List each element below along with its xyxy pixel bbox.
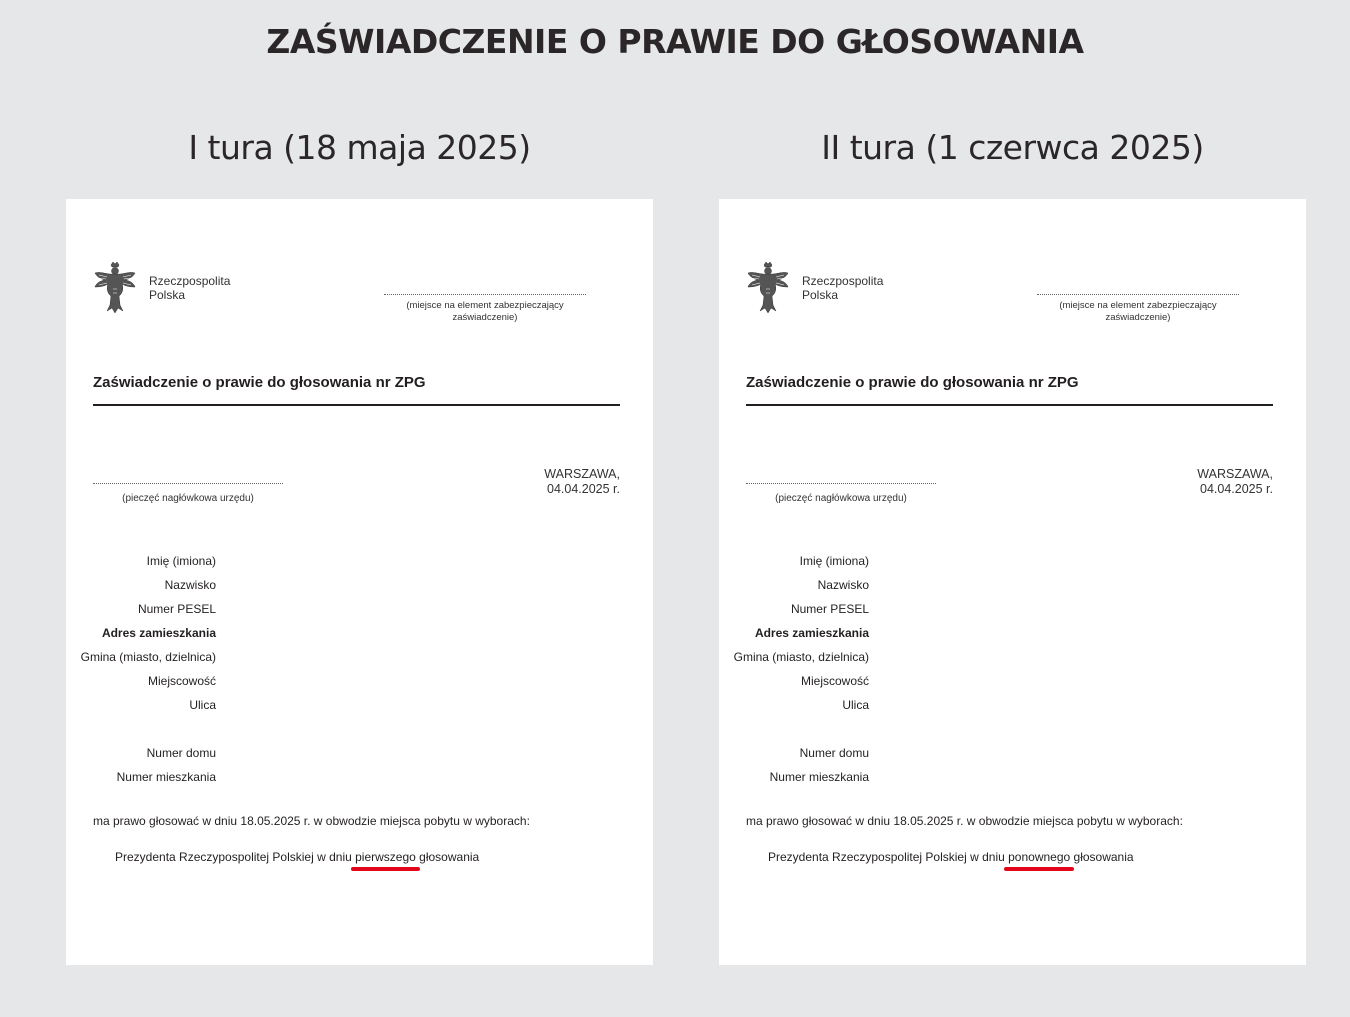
field-street: Ulica [842,698,869,712]
country-name: Rzeczpospolita Polska [802,274,884,302]
field-last-name: Nazwisko [164,578,216,592]
title-divider [746,404,1273,406]
round-keyword: pierwszego [355,850,416,864]
field-locality: Miejscowość [800,674,869,688]
polish-eagle-emblem-icon [746,261,790,315]
round-2-heading: II tura (1 czerwca 2025) [821,128,1204,167]
field-locality: Miejscowość [147,674,216,688]
field-apartment-number: Numer mieszkania [769,770,869,784]
security-element-line [384,294,586,295]
certificate-title: Zaświadczenie o prawie do głosowania nr ZPG [93,374,426,391]
field-first-name: Imię (imiona) [799,554,869,568]
security-element-caption: (miejsce na element zabezpieczający zaświadczenie) [1059,300,1217,323]
place-and-date [544,467,620,497]
issue-date: 04.04.2025 r. [547,482,620,496]
stamp-line [746,483,936,484]
certificate-round-2 [719,199,1306,965]
certificate-round-1 [66,199,653,965]
title-divider [93,404,620,406]
certificate-title: Zaświadczenie o prawie do głosowania nr ZPG [746,374,1079,391]
field-municipality: Gmina (miasto, dzielnica) [733,650,869,664]
field-apartment-number: Numer mieszkania [116,770,216,784]
election-description: Prezydenta Rzeczypospolitej Polskiej w dniu pierwszego głosowania [115,850,479,864]
field-address-heading: Adres zamieszkania [754,626,869,640]
field-house-number: Numer domu [146,746,216,760]
polish-eagle-emblem-icon [93,261,137,315]
election-description: Prezydenta Rzeczypospolitej Polskiej w dniu ponownego głosowania [768,850,1134,864]
red-underline-highlight [1004,867,1074,871]
red-underline-highlight [351,867,420,871]
page-title: ZAŚWIADCZENIE O PRAWIE DO GŁOSOWANIA [266,22,1084,61]
security-element-caption: (miejsce na element zabezpieczający zaświadczenie) [406,300,564,323]
field-pesel: Numer PESEL [790,602,869,616]
place-and-date [1197,467,1273,497]
field-house-number: Numer domu [799,746,869,760]
field-address-heading: Adres zamieszkania [101,626,216,640]
stamp-caption: (pieczęć nagłówkowa urzędu) [122,493,254,504]
round-1-heading: I tura (18 maja 2025) [188,128,531,167]
issue-city: WARSZAWA, [1197,467,1273,481]
country-name: Rzeczpospolita Polska [149,274,231,302]
round-keyword: ponownego [1008,850,1070,864]
stamp-line [93,483,283,484]
field-last-name: Nazwisko [817,578,869,592]
field-municipality: Gmina (miasto, dzielnica) [80,650,216,664]
field-first-name: Imię (imiona) [146,554,216,568]
issue-date: 04.04.2025 r. [1200,482,1273,496]
field-pesel: Numer PESEL [137,602,216,616]
field-street: Ulica [189,698,216,712]
issue-city: WARSZAWA, [544,467,620,481]
voting-right-statement: ma prawo głosować w dniu 18.05.2025 r. w obwodzie miejsca pobytu w wyborach: [93,814,530,828]
voting-right-statement: ma prawo głosować w dniu 18.05.2025 r. w obwodzie miejsca pobytu w wyborach: [746,814,1183,828]
security-element-line [1037,294,1239,295]
stamp-caption: (pieczęć nagłówkowa urzędu) [775,493,907,504]
